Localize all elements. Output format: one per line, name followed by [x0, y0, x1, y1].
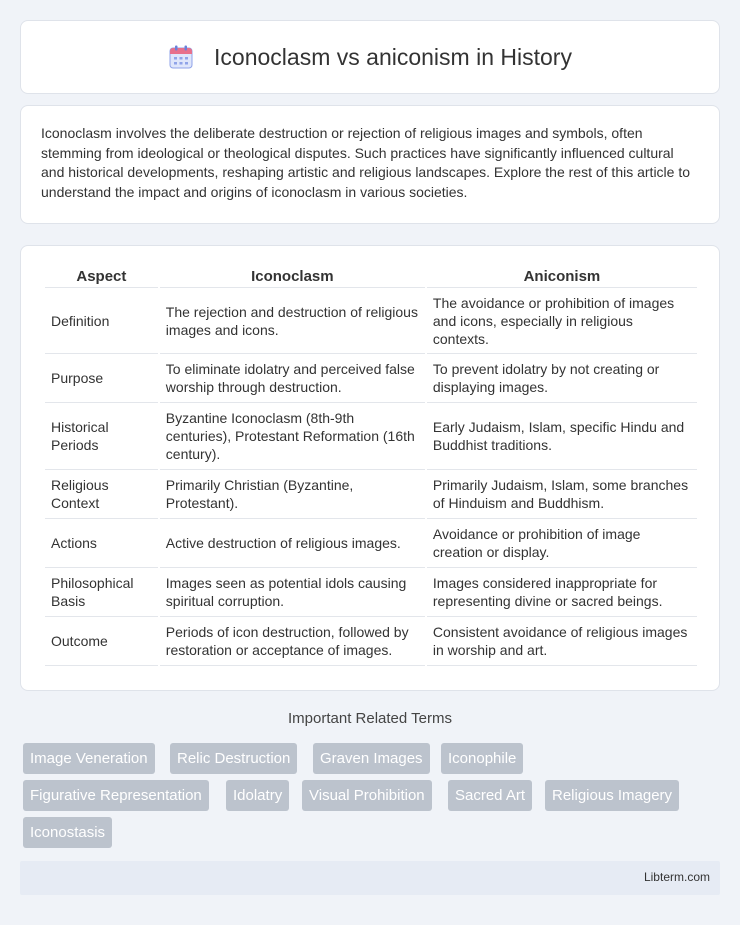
table-row: [45, 288, 697, 354]
footer-site-link[interactable]: Libterm.com: [643, 870, 710, 884]
related-term-tag[interactable]: Visual Prohibition: [302, 780, 432, 811]
table-cell-aniconism: To prevent idolatry by not creating or displaying images.: [427, 354, 697, 403]
related-term-tag[interactable]: Religious Imagery: [545, 780, 679, 811]
table-cell-aspect: Philosophical Basis: [45, 568, 158, 617]
table-cell-iconoclasm: Active destruction of religious images.: [160, 519, 425, 568]
table-cell-aniconism: Images considered inappropriate for representing divine or sacred beings.: [427, 568, 697, 617]
table-cell-aniconism: Early Judaism, Islam, specific Hindu and Buddhist traditions.: [427, 403, 697, 470]
table-cell-aspect: Historical Periods: [45, 403, 158, 470]
header: [168, 44, 572, 71]
table-cell-iconoclasm: Byzantine Iconoclasm (8th-9th centuries), Protestant Reformation (16th century).: [160, 403, 425, 470]
table-cell-aspect: Outcome: [45, 617, 158, 666]
table-cell-aniconism: Avoidance or prohibition of image creation or display.: [427, 519, 697, 568]
calendar-icon: [168, 44, 194, 70]
table-cell-aspect: Actions: [45, 519, 158, 568]
related-term-tag[interactable]: Iconostasis: [23, 817, 112, 848]
comparison-card: [20, 245, 720, 691]
table-row: [45, 519, 697, 568]
related-term-tag[interactable]: Graven Images: [313, 743, 430, 774]
related-terms-title: Important Related Terms: [288, 710, 452, 727]
header-iconoclasm: Iconoclasm: [160, 264, 425, 288]
related-term-tag[interactable]: Sacred Art: [448, 780, 532, 811]
table-row: [45, 403, 697, 470]
related-term-tag[interactable]: Image Veneration: [23, 743, 155, 774]
table-cell-iconoclasm: Periods of icon destruction, followed by restoration or acceptance of images.: [160, 617, 425, 666]
footer: [20, 861, 720, 895]
related-term-tag[interactable]: Idolatry: [226, 780, 289, 811]
intro-card: [20, 105, 720, 224]
table-cell-aspect: Purpose: [45, 354, 158, 403]
intro-text: Iconoclasm involves the deliberate destruction or rejection of religious images and symbols, often stemming from ideological or theological disputes. Such practices have significantly influenced cultural and historical developments, reshaping artistic and religious landscapes. Explore the rest of this article to understand the impact and origins of iconoclasm in various societies.: [41, 125, 691, 200]
related-term-tag[interactable]: Figurative Representation: [23, 780, 209, 811]
page-title: Iconoclasm vs aniconism in History: [214, 43, 572, 70]
table-cell-aspect: Definition: [45, 288, 158, 354]
table-row: [45, 568, 697, 617]
table-row: [45, 617, 697, 666]
related-term-tag[interactable]: Iconophile: [441, 743, 523, 774]
header-aspect: Aspect: [45, 264, 158, 288]
table-cell-iconoclasm: The rejection and destruction of religious images and icons.: [160, 288, 425, 354]
table-cell-aniconism: Primarily Judaism, Islam, some branches of Hinduism and Buddhism.: [427, 470, 697, 519]
header-card: [20, 20, 720, 94]
table-row: [45, 470, 697, 519]
table-header-row: [45, 264, 697, 288]
table-row: [45, 354, 697, 403]
related-term-tag[interactable]: Relic Destruction: [170, 743, 297, 774]
table-cell-aniconism: The avoidance or prohibition of images and icons, especially in religious contexts.: [427, 288, 697, 354]
header-aniconism: Aniconism: [427, 264, 697, 288]
table-cell-aniconism: Consistent avoidance of religious images in worship and art.: [427, 617, 697, 666]
comparison-table: [43, 264, 699, 666]
table-cell-iconoclasm: Images seen as potential idols causing spiritual corruption.: [160, 568, 425, 617]
table-cell-iconoclasm: To eliminate idolatry and perceived false worship through destruction.: [160, 354, 425, 403]
table-cell-aspect: Religious Context: [45, 470, 158, 519]
table-cell-iconoclasm: Primarily Christian (Byzantine, Protestant).: [160, 470, 425, 519]
